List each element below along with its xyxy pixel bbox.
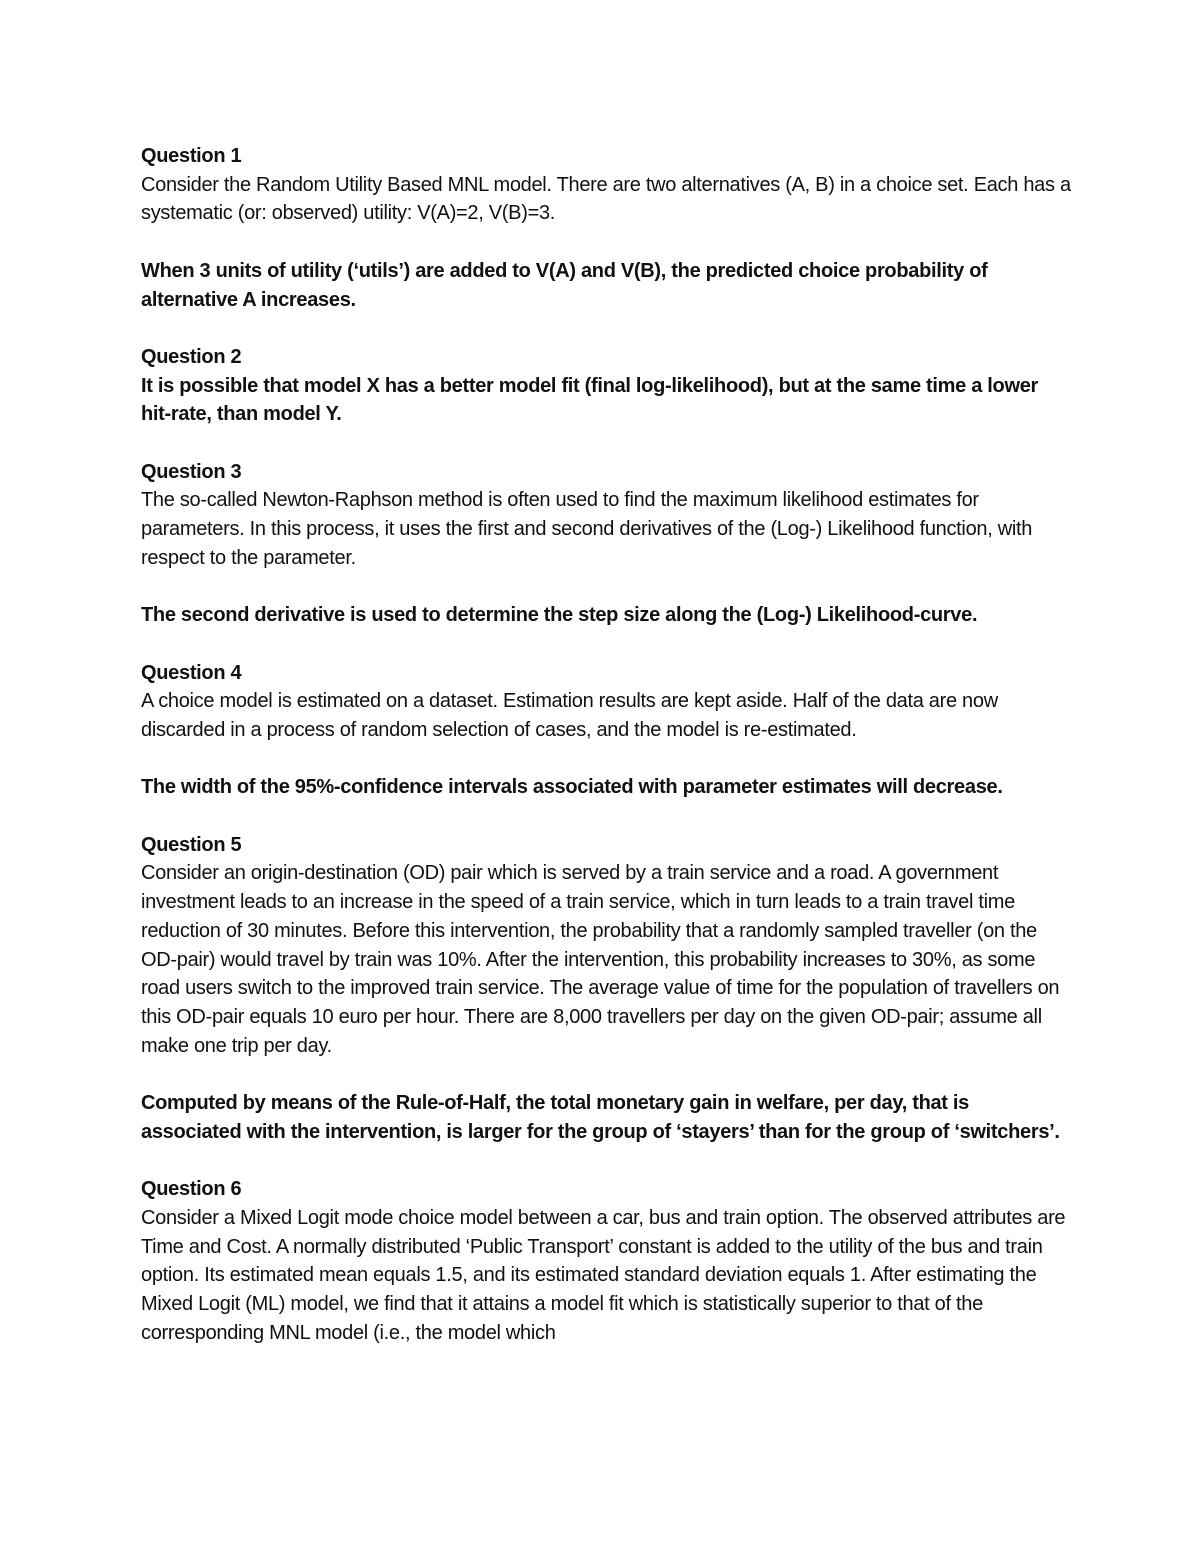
question-4 — [141, 659, 1071, 803]
question-title: Question 2 — [141, 345, 242, 368]
question-2 — [141, 343, 1071, 429]
question-title: Question 1 — [141, 145, 242, 167]
question-statement: Computed by means of the Rule-of-Half, the total monetary gain in welfare, per day, that is associated with the intervention, is larger for the group of ‘stayers’ than for the group of ‘switchers’. — [141, 1092, 1060, 1143]
question-statement: When 3 units of utility (‘utils’) are added to V(A) and V(B), the predicted choice probability of alternative A increases. — [141, 259, 988, 311]
question-text: The so-called Newton-Raphson method is often used to find the maximum likelihood estimates for parameters. In this process, it uses the first and second derivatives of the (Log-) Likelihood function, with respect to the parameter. — [141, 489, 1033, 569]
question-6 — [141, 1175, 1071, 1347]
question-1 — [141, 142, 1071, 314]
question-statement: The width of the 95%-confidence intervals associated with parameter estimates will decrease. — [141, 776, 1003, 799]
question-statement: The second derivative is used to determine the step size along the (Log-) Likelihood-curve. — [141, 604, 978, 627]
question-text: Consider a Mixed Logit mode choice model between a car, bus and train option. The observed attributes are Time and Cost. A normally distributed ‘Public Transport’ constant is added to the utility of the bus and train option. Its estimated mean equals 1.5, and its estimated standard deviation equals 1. After estimating the Mixed Logit (ML) model, we find that it attains a model fit which is statistically superior to that of the corresponding MNL model (i.e., the model which — [141, 1206, 1066, 1344]
question-text: A choice model is estimated on a dataset. Estimation results are kept aside. Half of the data are now discarded in a process of random selection of cases, and the model is re-estimated. — [141, 690, 998, 741]
question-5 — [141, 831, 1071, 1147]
question-text: Consider an origin-destination (OD) pair which is served by a train service and a road. A government investment leads to an increase in the speed of a train service, which in turn leads to a train travel time reduction of 30 minutes. Before this intervention, the probability that a randomly sampled traveller (on the OD-pair) would travel by train was 10%. After the intervention, this probability increases to 30%, as some road users switch to the improved train service. The average value of time for the population of travellers on this OD-pair equals 10 euro per hour. There are 8,000 travellers per day on the given OD-pair; assume all make one trip per day. — [141, 862, 1060, 1057]
question-statement: It is possible that model X has a better model fit (final log-likelihood), but at the same time a lower hit-rate, than model Y. — [141, 374, 1039, 426]
question-title: Question 6 — [141, 1178, 242, 1201]
document-page — [141, 142, 1071, 1376]
question-title: Question 5 — [141, 833, 242, 856]
question-text: Consider the Random Utility Based MNL model. There are two alternatives (A, B) in a choice set. Each has a systematic (or: observed) utility: V(A)=2, V(B)=3. — [141, 173, 1071, 225]
question-3 — [141, 458, 1071, 630]
question-title: Question 3 — [141, 460, 242, 483]
question-title: Question 4 — [141, 661, 242, 684]
